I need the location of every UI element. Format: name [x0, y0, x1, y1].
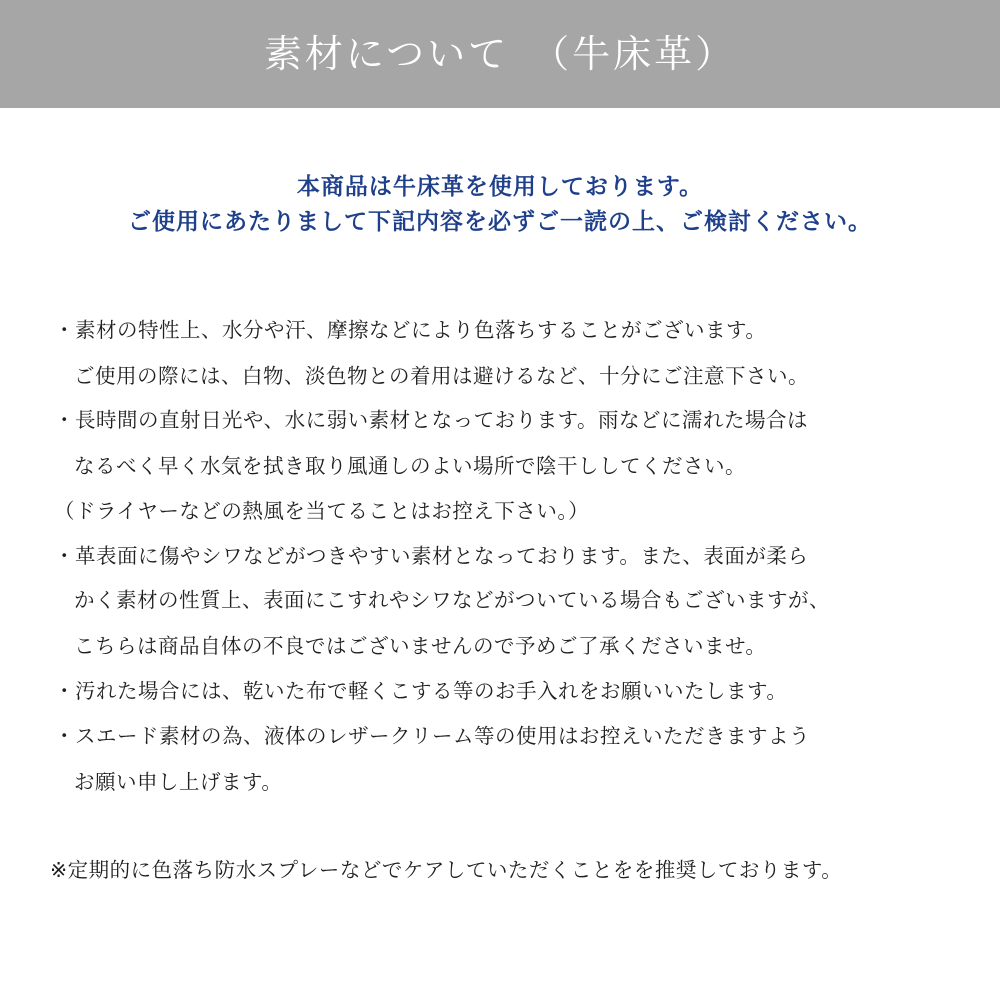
note-line: かく素材の性質上、表面にこすれやシワなどがついている場合もございますが、 — [74, 588, 830, 612]
note-line: こちらは商品自体の不良ではございませんので予めご了承くださいませ。 — [74, 634, 767, 658]
note-line: お願い申し上げます。 — [74, 770, 283, 794]
note-line: ・長時間の直射日光や、水に弱い素材となっております。雨などに濡れた場合は — [54, 408, 808, 432]
note-line: ・スエード素材の為、液体のレザークリーム等の使用はお控えいただきますよう — [54, 724, 810, 748]
note-line: ご使用の際には、白物、淡色物との着用は避けるなど、十分にご注意下さい。 — [74, 364, 809, 388]
intro-line-2: ご使用にあたりまして下記内容を必ずご一読の上、ご検討ください。 — [128, 209, 872, 235]
care-recommendation: ※定期的に色落ち防水スプレーなどでケアしていただくことをを推奨しております。 — [50, 858, 843, 882]
note-line: なるべく早く水気を拭き取り風通しのよい場所で陰干ししてください。 — [74, 454, 746, 478]
note-line: ・汚れた場合には、乾いた布で軽くこする等のお手入れをお願いいたします。 — [54, 679, 788, 703]
note-line: ・革表面に傷やシワなどがつきやすい素材となっております。また、表面が柔ら — [54, 544, 809, 568]
note-line: （ドライヤーなどの熱風を当てることはお控え下さい。） — [54, 499, 590, 523]
note-line: ・素材の特性上、水分や汗、摩擦などにより色落ちすることがございます。 — [54, 318, 767, 342]
intro-line-1: 本商品は牛床革を使用しております。 — [296, 174, 704, 200]
page-title: 素材について （牛床革） — [263, 32, 737, 76]
